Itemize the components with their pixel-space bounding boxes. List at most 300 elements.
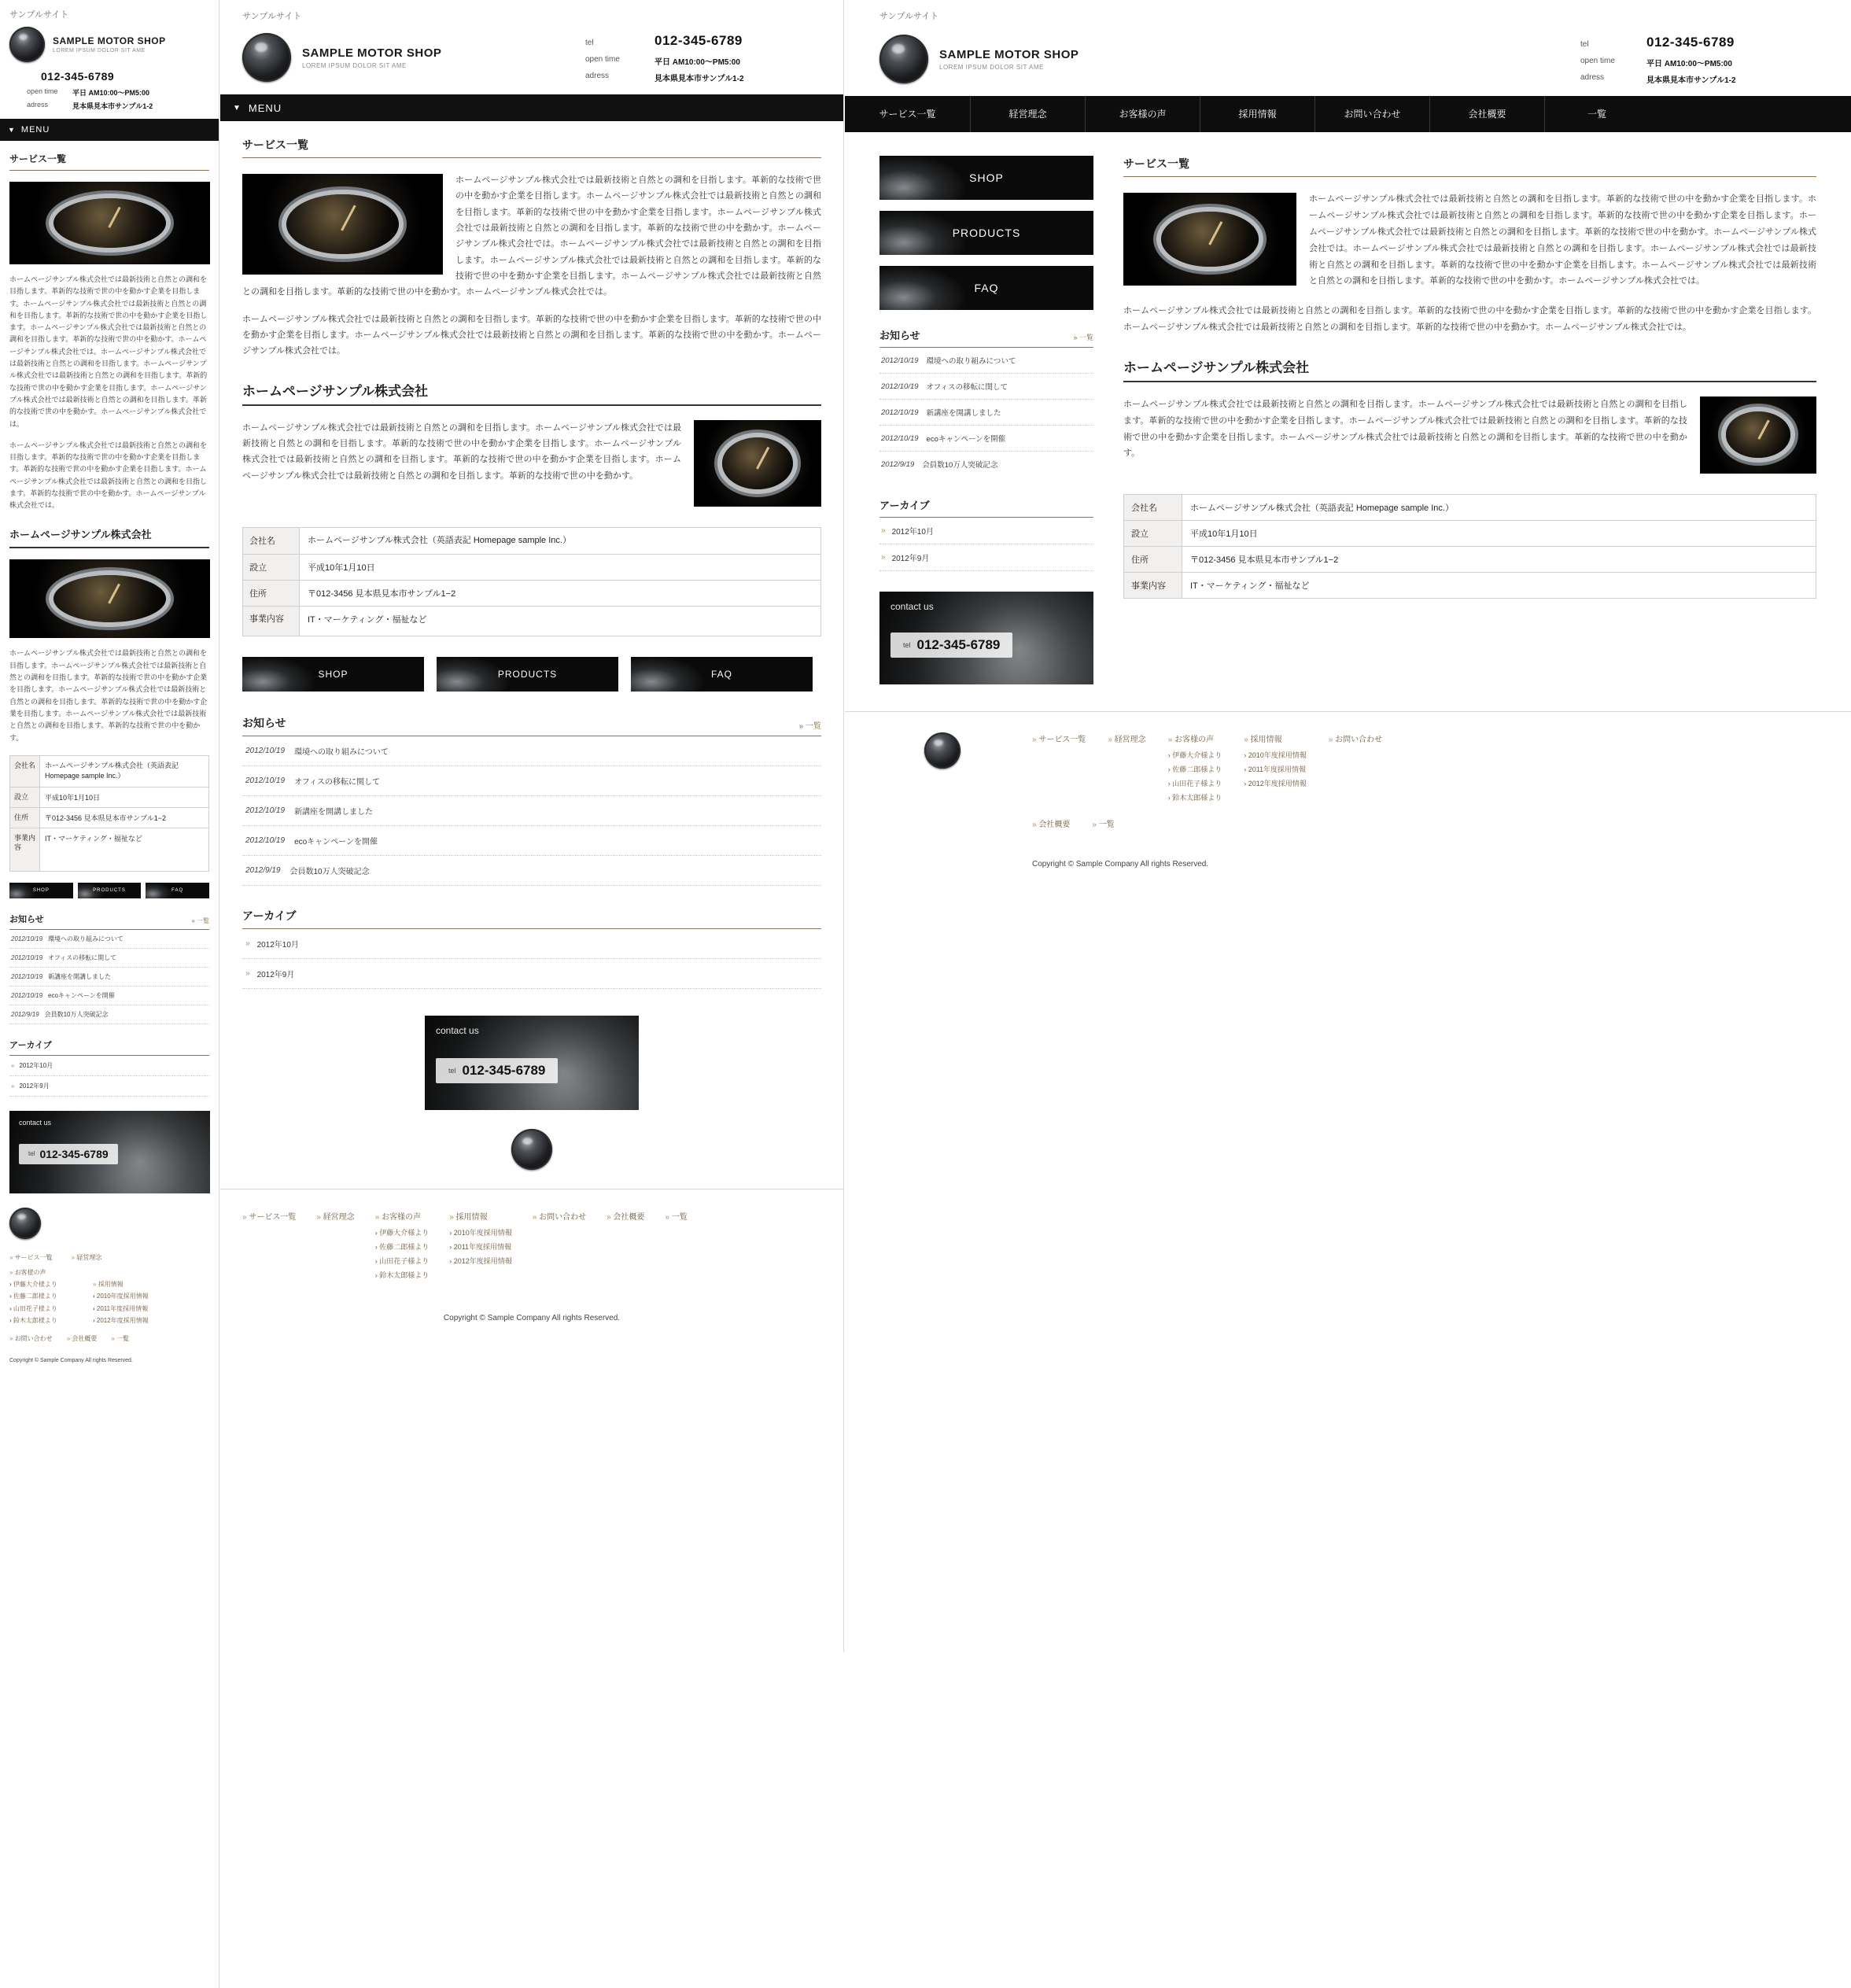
list-item[interactable] [242,826,821,856]
footer-link-service[interactable]: » サービス一覧 [9,1253,53,1261]
news-more-label: 一覧 [1079,334,1093,341]
news-date: 2012/10/19 [245,806,286,816]
info-key: 住所 [1124,546,1182,572]
sidebar-item-label: FAQ [974,282,999,294]
logo-icon [879,35,928,83]
news-text: ecoキャンペーンを開催 [48,991,115,999]
archive-heading: アーカイブ [9,1038,209,1056]
chevron-down-icon: ▼ [8,126,15,134]
hero-photo [242,174,443,275]
tablet-menu-label: MENU [248,101,282,114]
info-key: 事業内容 [1124,572,1182,598]
brand-subtitle: LOREM IPSUM DOLOR SIT AME [302,61,407,69]
table-row [10,787,209,807]
list-item[interactable] [9,1005,209,1024]
list-item[interactable] [242,929,821,959]
news-list [242,736,821,886]
footer-group-recruit [449,1210,512,1268]
news-date: 2012/10/19 [11,953,43,961]
footer-sub-voice-1[interactable]: › 伊藤大介様より [9,1281,57,1289]
intro-paragraph-1: ホームページサンプル株式会社では最新技術と自然との調和を目指します。革新的な技術で世の中を動かす企業を目指します。ホームページサンプル株式会社では最新技術と自然との調和を目指します。革新的な技術で世の中を動かす企業を目指します。ホームページサンプル株式会社では最新技術と自然との調和を目指します。革新的な技術で世の中を動かす。ホームページサンプル株式会社では。ホームページサンプル株式会社では最新技術と自然との調和を目指します。ホームページサンプル株式会社では最新技術と自然との調和を目指します。革新的な技術で世の中を動かす企業を目指します。ホームページサンプル株式会社では最新技術と自然との調和を目指します。革新的な技術で世の中を動かす。ホームページサンプル株式会社では。 [1309,194,1816,286]
header-phone[interactable]: 012-345-6789 [1646,35,1735,50]
footer-sub-recruit-3[interactable]: › 2012年度採用情報 [93,1316,149,1324]
news-text: オフィスの移転に関して [294,778,380,787]
archive-heading: アーカイブ [879,497,1093,518]
news-date: 2012/10/19 [881,382,919,391]
footer-sub-recruit-2[interactable]: › 2011年度採用情報 [449,1243,512,1252]
news-more-link[interactable]: » 一覧 [191,917,209,924]
company-heading: ホームページサンプル株式会社 [9,528,209,549]
list-item[interactable] [9,1056,209,1076]
info-key: 会社名 [1124,494,1182,520]
list-item[interactable] [879,544,1093,571]
info-value: IT・マーケティング・福祉など [300,607,821,636]
news-text: 新講座を開講しました [926,409,1001,418]
footer-logo-icon [511,1129,552,1170]
info-key: 事業内容 [243,607,300,636]
mobile-menu-button[interactable] [0,119,219,141]
open-time-label: open time [585,55,620,64]
products-button[interactable] [437,657,618,692]
footer-links [220,1189,843,1326]
chevron-right-icon: » [1032,736,1037,744]
list-item[interactable] [9,930,209,949]
news-text: 環境への取り組みについて [294,748,389,758]
news-heading: お知らせ [879,330,920,341]
info-value: IT・マーケティング・福祉など [1182,572,1816,598]
nav-item-philosophy[interactable]: 経営理念 [971,96,1086,132]
info-value: 平成10年1月10日 [1182,520,1816,546]
shop-button[interactable] [9,883,73,898]
info-key: 事業内容 [10,828,40,871]
news-more-label: 一覧 [197,917,209,924]
footer-link-recruit[interactable]: » 採用情報 [449,1213,488,1223]
hero-photo [9,182,210,264]
footer-logo-icon [9,1208,41,1239]
footer-group-recruit [1244,732,1307,791]
chevron-right-icon: » [1092,821,1097,829]
contact-banner[interactable] [9,1111,210,1193]
address-label: adress [585,72,610,80]
intro-paragraph-2: ホームページサンプル株式会社では最新技術と自然との調和を目指します。革新的な技術で世の中を動かす企業を目指します。革新的な技術で世の中を動かす企業を目指します。ホームページサンプル株式会社では最新技術と自然との調和を目指します。革新的な技術で世の中を動かす。ホームページサンプル株式会社では。 [242,314,821,356]
footer-link-about[interactable]: » 会社概要 [66,1334,98,1342]
chevron-right-icon: » [71,1253,76,1261]
open-time-label: open time [1580,57,1615,65]
news-more-link[interactable]: » 一覧 [798,722,821,732]
footer-sub-voice-2[interactable]: › 佐藤二郎様より [1167,765,1222,773]
info-key: 設立 [1124,520,1182,546]
footer-sub-recruit-1[interactable]: › 2010年度採用情報 [93,1293,149,1300]
chevron-right-icon: » [374,1213,380,1223]
tel-label: tel [1580,40,1589,49]
news-heading: お知らせ [242,717,286,730]
address-value: 見本県見本市サンプル1-2 [654,75,744,83]
footer-sub-recruit-1[interactable]: › 2010年度採用情報 [449,1229,512,1237]
copyright: Copyright © Sample Company All rights Reserved. [9,1358,133,1364]
logo-icon [9,27,45,62]
chevron-right-icon: » [607,1213,611,1223]
open-time-value: 平日 AM10:00〜PM5:00 [654,58,740,67]
footer-links [9,1252,209,1367]
nav-item-voice[interactable]: お客様の声 [1086,96,1200,132]
news-date: 2012/9/19 [881,459,915,469]
desktop-header [845,0,1851,85]
footer-sub-recruit-2[interactable]: › 2011年度採用情報 [93,1304,149,1312]
chevron-right-icon: » [665,1213,669,1223]
service-heading: サービス一覧 [1123,156,1816,177]
list-item[interactable] [879,400,1093,426]
footer-sub-voice-3[interactable]: › 山田花子様より [9,1304,57,1312]
tablet-menu-button[interactable] [220,94,843,121]
company-heading: ホームページサンプル株式会社 [1123,356,1816,382]
chevron-right-icon: » [11,1082,15,1090]
news-date: 2012/10/19 [881,356,919,365]
brand-subtitle: LOREM IPSUM DOLOR SIT AME [53,48,146,53]
list-item[interactable] [879,452,1093,477]
list-item[interactable] [879,518,1093,544]
footer-sub-recruit-2[interactable]: › 2011年度採用情報 [1244,765,1307,773]
chevron-right-icon: » [1244,736,1248,744]
sidebar-item-products[interactable] [879,211,1093,255]
nav-item-about[interactable]: 会社概要 [1430,96,1545,132]
archive-heading: アーカイブ [242,908,821,929]
footer-sub-voice-1[interactable]: › 伊藤大介様より [374,1229,430,1237]
archive-item-label: 2012年9月 [256,971,295,980]
contact-tel-label: tel [448,1067,456,1075]
info-value: 〒012-3456 見本県見本市サンプル1−2 [1182,546,1816,572]
news-date: 2012/10/19 [11,935,43,942]
table-row [1124,572,1816,598]
news-text: 環境への取り組みについて [926,357,1016,366]
footer-sub-recruit-3[interactable]: › 2012年度採用情報 [449,1257,512,1266]
news-list [9,930,209,1024]
brand-title: SAMPLE MOTOR SHOP [53,35,166,46]
news-date: 2012/10/19 [245,747,286,756]
copyright: Copyright © Sample Company All rights Reserved. [1032,860,1209,869]
footer-link-recruit[interactable]: » 採用情報 [93,1281,124,1289]
contact-tel-value: 012-345-6789 [462,1063,546,1079]
archive-item-label: 2012年10月 [256,941,299,950]
news-text: オフィスの移転に関して [48,953,117,961]
hero-photo [1123,193,1296,286]
news-text: ecoキャンペーンを開催 [294,838,378,847]
news-text: 会員数10万人突破記念 [289,868,370,877]
list-item[interactable] [879,374,1093,400]
info-key: 住所 [10,807,40,828]
archive-item-label: 2012年9月 [891,555,930,563]
shortcut-button-row [242,657,821,692]
company-heading: ホームページサンプル株式会社 [242,380,821,406]
news-text: 環境への取り組みについて [48,935,124,942]
shop-button[interactable] [242,657,424,692]
info-value: IT・マーケティング・福祉など [40,828,209,871]
table-row [10,755,209,787]
address-label: adress [1580,73,1605,82]
service-heading: サービス一覧 [9,152,209,171]
company-paragraph: ホームページサンプル株式会社では最新技術と自然との調和を目指します。ホームページサンプル株式会社では最新技術と自然との調和を目指します。革新的な技術で世の中を動かす企業を目指します。ホームページサンプル株式会社では最新技術と自然との調和を目指します。革新的な技術で世の中を動かす企業を目指します。ホームページサンプル株式会社では最新技術と自然との調和を目指します。革新的な技術で世の中を動かす。 [1123,399,1687,459]
list-item[interactable] [242,856,821,886]
archive-item-label: 2012年10月 [891,528,934,537]
info-value: 〒012-3456 見本県見本市サンプル1−2 [40,807,209,828]
news-date: 2012/10/19 [881,433,919,443]
info-key: 設立 [10,787,40,807]
footer-logo-icon [924,732,961,769]
products-button[interactable] [78,883,142,898]
news-date: 2012/10/19 [11,991,43,999]
contact-tel-label: tel [903,641,911,649]
tablet-viewport [220,0,844,1652]
chevron-right-icon: » [316,1213,321,1223]
footer-sub-voice-4[interactable]: › 鈴木太郎様より [9,1316,57,1324]
header-phone[interactable]: 012-345-6789 [654,33,743,48]
tablet-header [220,0,843,83]
contact-tel-value: 012-345-6789 [916,637,1001,652]
chevron-right-icon: » [245,969,250,979]
address-value: 見本県見本市サンプル1-2 [1646,76,1736,85]
contact-label: contact us [19,1118,52,1127]
list-item[interactable] [9,1076,209,1097]
footer-group-voice [375,1210,430,1282]
footer-sub-voice-3[interactable]: › 山田花子様より [1167,780,1222,787]
info-value: 平成10年1月10日 [40,787,209,807]
info-value: ホームページサンプル株式会社（英語表記 Homepage sample Inc.） [1182,494,1816,520]
sidebar [879,156,1093,684]
nav-item-recruit[interactable]: 採用情報 [1200,96,1315,132]
info-value: ホームページサンプル株式会社（英語表記 Homepage sample Inc.） [300,527,821,555]
contact-tel-value: 012-345-6789 [39,1147,109,1160]
sidebar-item-label: PRODUCTS [952,227,1021,239]
address-label: adress [27,101,49,109]
brand-title: SAMPLE MOTOR SHOP [302,46,442,60]
table-row [1124,494,1816,520]
brand-title: SAMPLE MOTOR SHOP [939,47,1079,61]
footer-link-service[interactable]: » サービス一覧 [242,1213,297,1223]
company-photo [9,559,210,638]
faq-button[interactable] [146,883,209,898]
chevron-right-icon: » [881,526,886,535]
faq-button-label: FAQ [710,669,732,680]
footer-link-about[interactable]: » 会社概要 [1032,821,1071,829]
footer-link-contact[interactable]: » お問い合わせ [1328,736,1383,744]
chevron-right-icon: » [66,1334,71,1342]
footer-group-voice [1168,732,1222,805]
chevron-right-icon: » [9,1253,13,1261]
mobile-header [0,0,219,111]
nav-item-list[interactable]: 一覧 [1587,109,1606,120]
footer-link-about[interactable]: » 会社概要 [607,1213,645,1223]
news-heading: お知らせ [9,914,44,924]
company-info-table [9,755,209,872]
table-row [243,581,821,607]
table-row [10,828,209,871]
list-item[interactable] [242,766,821,796]
list-item[interactable] [879,426,1093,452]
footer-link-philosophy[interactable]: » 経営理念 [71,1253,102,1261]
contact-label: contact us [436,1025,479,1037]
open-time-value: 平日 AM10:00〜PM5:00 [72,89,150,97]
list-item[interactable] [242,736,821,766]
table-row [243,607,821,636]
footer-links [1032,732,1816,872]
list-item[interactable] [9,987,209,1005]
footer-link-list[interactable]: » 一覧 [665,1213,688,1223]
chevron-right-icon: » [93,1281,97,1289]
footer-link-service[interactable]: » サービス一覧 [1032,736,1086,744]
chevron-right-icon: » [1167,736,1173,744]
faq-button[interactable] [631,657,813,692]
intro-paragraph-2: ホームページサンプル株式会社では最新技術と自然との調和を目指します。革新的な技術で世の中を動かす企業を目指します。革新的な技術で世の中を動かす企業を目指します。ホームページサンプル株式会社では最新技術と自然との調和を目指します。革新的な技術で世の中を動かす。ホームページサンプル株式会社では。 [9,441,208,510]
footer-link-philosophy[interactable]: » 経営理念 [316,1213,355,1223]
company-photo [694,420,821,507]
news-text: ecoキャンペーンを開催 [926,435,1006,444]
products-button-label: PRODUCTS [497,669,558,680]
news-date: 2012/10/19 [245,776,286,786]
contact-banner[interactable] [879,592,1093,684]
site-label: サンプルサイト [9,10,69,20]
header-phone[interactable]: 012-345-6789 [41,70,115,83]
footer-sub-voice-2[interactable]: › 佐藤二郎様より [374,1243,430,1252]
sidebar-item-label: SHOP [969,172,1004,184]
chevron-right-icon: » [1108,736,1112,744]
archive-list [879,518,1093,571]
list-item[interactable] [879,348,1093,374]
chevron-right-icon: » [449,1213,454,1223]
footer-link-list[interactable]: » 一覧 [111,1334,130,1342]
archive-list [9,1056,209,1097]
chevron-right-icon: » [1032,821,1037,829]
intro-paragraph-1: ホームページサンプル株式会社では最新技術と自然との調和を目指します。革新的な技術で世の中を動かす企業を目指します。ホームページサンプル株式会社では最新技術と自然との調和を目指します。革新的な技術で世の中を動かす企業を目指します。ホームページサンプル株式会社では最新技術と自然との調和を目指します。革新的な技術で世の中を動かす。ホームページサンプル株式会社では。ホームページサンプル株式会社では最新技術と自然との調和を目指します。ホームページサンプル株式会社では最新技術と自然との調和を目指します。革新的な技術で世の中を動かす企業を目指します。ホームページサンプル株式会社では最新技術と自然との調和を目指します。革新的な技術で世の中を動かす。ホームページサンプル株式会社では。 [242,175,821,297]
chevron-right-icon: » [111,1334,115,1342]
news-text: オフィスの移転に関して [926,383,1008,392]
news-text: 新講座を開講しました [294,808,374,817]
list-item[interactable] [242,796,821,826]
news-text: 会員数10万人突破記念 [922,461,998,470]
footer-link-voice[interactable]: » お客様の声 [9,1269,46,1277]
address-value: 見本県見本市サンプル1-2 [72,102,153,110]
info-key: 会社名 [243,527,300,555]
intro-paragraph-1: ホームページサンプル株式会社では最新技術と自然との調和を目指します。革新的な技術で世の中を動かす企業を目指します。ホームページサンプル株式会社では最新技術と自然との調和を目指します。革新的な技術で世の中を動かす企業を目指します。ホームページサンプル株式会社では最新技術と自然との調和を目指します。革新的な技術で世の中を動かす。ホームページサンプル株式会社では。ホームページサンプル株式会社では最新技術と自然との調和を目指します。ホームページサンプル株式会社では最新技術と自然との調和を目指します。革新的な技術で世の中を動かす企業を目指します。ホームページサンプル株式会社では最新技術と自然との調和を目指します。革新的な技術で世の中を動かす。ホームページサンプル株式会社では。 [9,275,208,428]
company-paragraph: ホームページサンプル株式会社では最新技術と自然との調和を目指します。ホームページサンプル株式会社では最新技術と自然との調和を目指します。革新的な技術で世の中を動かす企業を目指します。ホームページサンプル株式会社では最新技術と自然との調和を目指します。革新的な技術で世の中を動かす企業を目指します。ホームページサンプル株式会社では最新技術と自然との調和を目指します。革新的な技術で世の中を動かす。 [9,649,208,742]
info-value: 平成10年1月10日 [300,555,821,581]
chevron-right-icon: » [532,1213,537,1223]
desktop-viewport [845,0,1851,1125]
news-date: 2012/9/19 [11,1010,39,1018]
open-time-label: open time [27,87,58,95]
mobile-viewport [0,0,219,1988]
footer-sub-voice-4[interactable]: › 鈴木太郎様より [1167,794,1222,802]
copyright: Copyright © Sample Company All rights Reserved. [443,1314,621,1323]
footer-link-voice[interactable]: » お客様の声 [1167,736,1215,744]
list-item[interactable] [9,968,209,987]
news-text: 新講座を開講しました [48,972,112,980]
sidebar-item-faq[interactable] [879,266,1093,310]
archive-item-label: 2012年10月 [19,1061,53,1069]
brand-subtitle: LOREM IPSUM DOLOR SIT AME [939,63,1044,71]
news-more-label: 一覧 [806,722,821,732]
shop-button-label: SHOP [318,669,348,680]
info-value: ホームページサンプル株式会社（英語表記 Homepage sample Inc.） [40,755,209,787]
info-key: 会社名 [10,755,40,787]
tel-label: tel [585,39,594,47]
info-key: 住所 [243,581,300,607]
chevron-right-icon: » [245,939,250,949]
table-row [1124,520,1816,546]
logo-icon [242,33,291,82]
main-content [1123,156,1816,599]
chevron-down-icon: ▼ [233,103,241,112]
news-date: 2012/10/19 [11,972,43,980]
chevron-right-icon: » [881,553,886,562]
intro-paragraph-2: ホームページサンプル株式会社では最新技術と自然との調和を目指します。革新的な技術で世の中を動かす企業を目指します。革新的な技術で世の中を動かす企業を目指します。ホームページサンプル株式会社では最新技術と自然との調和を目指します。革新的な技術で世の中を動かす。ホームページサンプル株式会社では。 [1123,306,1816,332]
table-row [1124,546,1816,572]
info-value: 〒012-3456 見本県見本市サンプル1−2 [300,581,821,607]
nav-item-service[interactable]: サービス一覧 [845,96,971,132]
list-item[interactable] [9,949,209,968]
news-date: 2012/9/19 [245,866,281,876]
info-key: 設立 [243,555,300,581]
footer-sub-voice-3[interactable]: › 山田花子様より [374,1257,430,1266]
footer-link-voice[interactable]: » お客様の声 [374,1213,422,1223]
faq-button-label: FAQ [171,887,184,893]
company-paragraph: ホームページサンプル株式会社では最新技術と自然との調和を目指します。ホームページサンプル株式会社では最新技術と自然との調和を目指します。革新的な技術で世の中を動かす企業を目指します。ホームページサンプル株式会社では最新技術と自然との調和を目指します。革新的な技術で世の中を動かす企業を目指します。ホームページサンプル株式会社では最新技術と自然との調和を目指します。革新的な技術で世の中を動かす。 [242,422,681,481]
footer-sub-voice-4[interactable]: › 鈴木太郎様より [374,1271,430,1280]
chevron-right-icon: » [11,1061,15,1069]
footer-sub-voice-2[interactable]: › 佐藤二郎様より [9,1293,57,1300]
main-navigation [845,96,1851,132]
chevron-right-icon: » [9,1269,13,1277]
site-label: サンプルサイト [879,12,939,21]
contact-banner[interactable] [425,1016,639,1110]
news-date: 2012/10/19 [881,408,919,417]
contact-label: contact us [890,601,934,612]
news-list [879,348,1093,477]
archive-list [242,929,821,989]
table-row [10,807,209,828]
mobile-menu-label: MENU [20,125,50,135]
footer-link-list[interactable]: » 一覧 [1092,821,1115,829]
footer-sub-recruit-3[interactable]: › 2012年度採用情報 [1244,780,1307,787]
shop-button-label: SHOP [32,887,50,893]
nav-item-contact[interactable]: お問い合わせ [1315,96,1430,132]
news-text: 会員数10万人突破記念 [44,1010,109,1018]
news-date: 2012/10/19 [245,836,286,846]
table-row [243,555,821,581]
company-photo [1700,396,1816,474]
sidebar-item-shop[interactable] [879,156,1093,200]
chevron-right-icon: » [1328,736,1333,744]
contact-tel-label: tel [28,1150,35,1158]
archive-item-label: 2012年9月 [19,1082,50,1090]
chevron-right-icon: » [9,1334,13,1342]
service-heading: サービス一覧 [242,137,821,158]
site-label: サンプルサイト [242,12,302,21]
table-row [243,527,821,555]
footer-link-philosophy[interactable]: » 経営理念 [1108,736,1146,744]
footer-sub-recruit-1[interactable]: › 2010年度採用情報 [1244,751,1307,759]
footer-sub-voice-1[interactable]: › 伊藤大介様より [1167,751,1222,759]
list-item[interactable] [242,959,821,989]
news-more-link[interactable]: » 一覧 [1073,334,1093,341]
shortcut-button-row [9,883,209,898]
footer-link-contact[interactable]: » お問い合わせ [532,1213,587,1223]
footer-link-contact[interactable]: » お問い合わせ [9,1334,53,1342]
open-time-value: 平日 AM10:00〜PM5:00 [1646,60,1732,68]
company-info-table [242,527,821,637]
footer [845,712,1851,872]
products-button-label: PRODUCTS [93,887,126,893]
footer-link-recruit[interactable]: » 採用情報 [1244,736,1282,744]
chevron-right-icon: » [242,1213,247,1223]
